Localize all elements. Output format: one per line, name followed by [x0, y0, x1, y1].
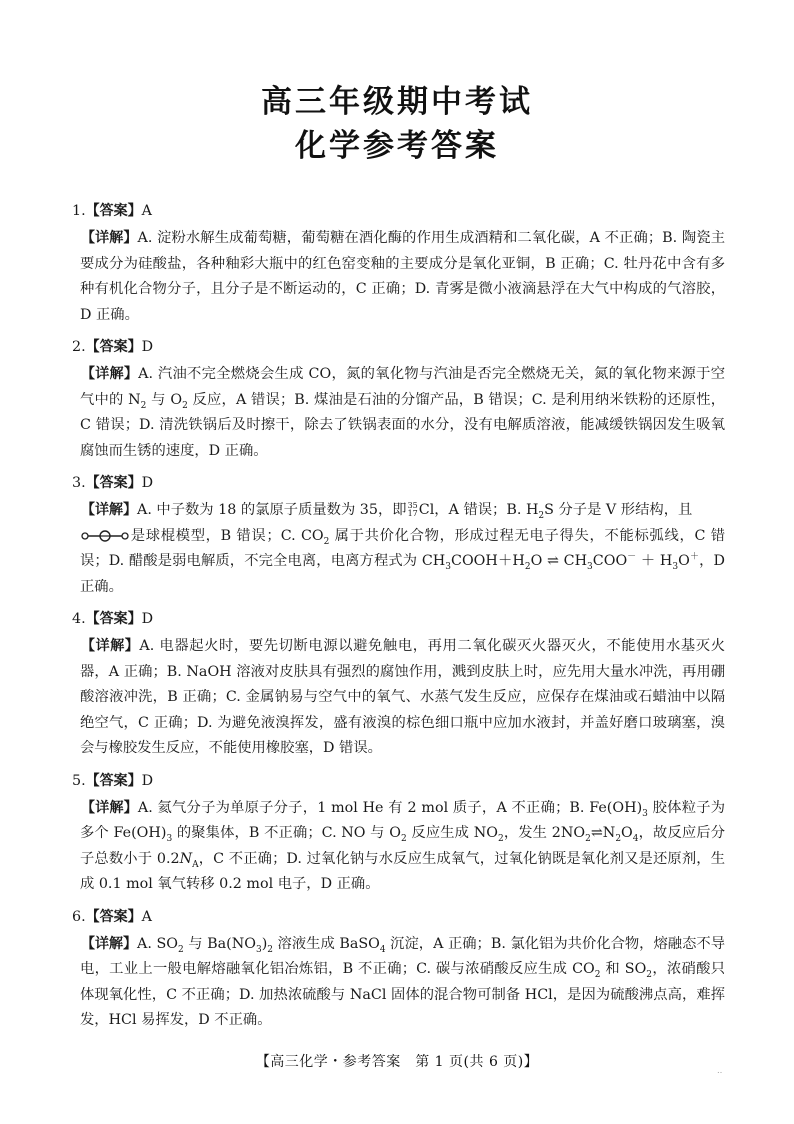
question-number: 1. [72, 203, 86, 219]
detail-label: 【详解】 [81, 935, 138, 952]
avogadro-symbol: N [179, 850, 193, 867]
subscript: 2 [182, 400, 188, 411]
detail-text: N [602, 825, 616, 841]
answer-value: A [141, 908, 152, 925]
detail-text: Cl，A 错误；B. H [418, 502, 539, 518]
subscript: 2 [615, 833, 622, 844]
subscript: 2 [585, 833, 591, 844]
detail-text: 和 SO [600, 961, 647, 977]
detail-label: 【详解】 [81, 366, 139, 382]
answer-label: 【答案】 [85, 908, 142, 925]
detail-text: 溶液生成 BaSO [273, 935, 380, 952]
detail-text: 胶体粒子为多个 Fe(OH) [80, 799, 726, 841]
detail-q4 [80, 634, 725, 762]
detail-label: 【详解】 [81, 502, 137, 518]
answer-label: 【答案】 [85, 611, 142, 627]
detail-label: 【详解】 [81, 638, 140, 654]
subscript: 2 [323, 536, 330, 547]
detail-text: ，发生 2NO [503, 825, 586, 841]
subscript: 3 [166, 833, 173, 844]
subscript: 2 [594, 969, 601, 980]
mass-number: 35 [407, 501, 418, 510]
subscript: 2 [524, 561, 531, 572]
question-number: 3. [72, 475, 86, 491]
subscript: 2 [538, 510, 545, 521]
detail-text: 的聚集体，B 不正确；C. NO 与 O [172, 825, 401, 841]
detail-text: 反应，A 错误；B. 煤油是石油的分馏产品，B 错误；C. 是利用纳米铁粉的还原性，C 错误；D. 清洗铁锅后及时擦干，除去了铁锅表面的水分，没有电解质溶液，能减缓铁锅因发生吸氧腐蚀而生锈的速度，D 正确。 [80, 391, 726, 459]
detail-label: 【详解】 [81, 799, 138, 816]
detail-text: 沉淀，A 正确；B. 氯化铝为共价化合物，熔融态不导电，工业上一般电解熔融氧化铝冶炼铝，B 不正确；C. 碳与浓硝酸反应生成 CO [80, 935, 725, 977]
answer-value: D [141, 339, 154, 355]
answer-line-q4 [72, 604, 725, 634]
answer-line-q5 [72, 766, 725, 796]
answer-label: 【答案】 [85, 339, 142, 355]
detail-text: CH [558, 553, 588, 569]
page-footer: 【高三化学・参考答案 第 1 页(共 6 页)】 [255, 1054, 539, 1070]
exam-title: 高三年级期中考试 [261, 84, 533, 120]
answer-line-q6 [72, 902, 725, 932]
detail-text: O [621, 825, 633, 841]
answer-value: D [141, 611, 154, 627]
detail-text: ，C 不正确；D. 过氧化钠与水反应生成氧气，过氧化钠既是氧化剂又是还原剂，生成 0.1 mol 氧气转移 0.2 mol 电子，D 正确。 [80, 850, 726, 892]
answer-line-q3 [72, 468, 725, 498]
detail-q5 [80, 796, 725, 898]
detail-text: COOH＋H [451, 553, 525, 569]
subscript: A [192, 859, 199, 870]
detail-q2 [80, 362, 725, 464]
subscript: 2 [401, 833, 407, 844]
detail-text: 属于共价化合物，形成过程无电子得失，不能标弧线，C 错误；D. 醋酸是弱电解质，不完全电离，电离方程式为 CH [80, 527, 725, 569]
equilibrium-arrow-icon: ⇌ [546, 553, 559, 569]
detail-text: ) [261, 935, 268, 952]
answers-list [72, 196, 726, 1038]
answer-value: D [141, 475, 154, 491]
detail-q3 [80, 498, 725, 600]
detail-text: S 分子是 V 形结构，且 [544, 502, 693, 518]
answer-line-q1 [72, 196, 725, 226]
question-number: 6. [72, 908, 86, 925]
detail-label: 【详解】 [81, 230, 138, 246]
subscript: 2 [646, 969, 653, 980]
detail-text: COO [592, 553, 628, 569]
equilibrium-arrow-icon: ⇌ [590, 825, 603, 841]
detail-text: A. 电器起火时，要先切断电源以避免触电，再用二氧化碳灭火器灭火，不能使用水基灭火器，A 正确；B. NaOH 溶液对皮肤具有强烈的腐蚀作用，溅到皮肤上时，应先用大量水冲洗，再用硼酸溶液冲洗，B 正确；C. 金属钠易与空气中的氧气、水蒸气发生反应，应保存在煤油或石蜡油中以隔绝空气，C 正确；D. 为避免液溴挥发，盛有液溴的棕色细口瓶中应加水液封，并盖好磨口玻璃塞，溴会与橡胶发生反应，不能使用橡胶塞，D 错误。 [80, 638, 726, 756]
question-number: 5. [72, 772, 86, 789]
detail-text: ，浓硝酸只体现氧化性，C 不正确；D. 加热浓硫酸与 NaCl 固体的混合物可制备 HCl，是因为硫酸沸点高，难挥发，HCl 易挥发，D 不正确。 [80, 961, 725, 1028]
subscript: 3 [672, 561, 679, 572]
subscript: 3 [587, 561, 593, 572]
question-number: 4. [72, 611, 86, 627]
detail-text: ＋ H [636, 553, 673, 569]
detail-text: O [678, 553, 690, 569]
question-number: 2. [72, 339, 86, 355]
detail-text: A. 淀粉水解生成葡萄糖，葡萄糖在酒化酶的作用生成酒精和二氧化碳，A 不正确；B. 陶瓷主要成分为硅酸盐，各种釉彩大瓶中的红色窑变釉的主要成分是氧化亚铜，B 正确；C. 牡丹花中含有多种有机化合物分子，且分子是不断运动的，C 正确；D. 青雾是微小液滴悬浮在大气中构成的气溶胶，D 正确。 [80, 230, 726, 323]
answer-value: D [141, 772, 154, 789]
detail-text: A. SO [137, 935, 178, 952]
detail-text: ，故反应后分子总数小于 0.2 [80, 825, 726, 867]
detail-q1 [80, 226, 725, 328]
subscript: 4 [379, 944, 386, 955]
subscript: 4 [632, 833, 639, 844]
ball-stick-model-icon [80, 530, 130, 542]
detail-q6 [80, 932, 725, 1034]
subscript: 2 [140, 400, 147, 411]
superscript: － [627, 552, 637, 563]
subscript: 3 [445, 561, 451, 572]
detail-text: 是球棍模型，B 错误；C. CO [130, 527, 324, 544]
document-subtitle: 化学参考答案 [295, 128, 499, 164]
answer-label: 【答案】 [85, 203, 142, 219]
page-corner-mark: ‥ [717, 1066, 723, 1075]
detail-text: A. 中子数为 18 的氯原子质量数为 35，即 [137, 502, 407, 518]
detail-text: A. 汽油不完全燃烧会生成 CO，氮的氧化物与汽油是否完全燃烧无关，氮的氧化物来源于空气中的 N [80, 366, 725, 408]
superscript: ＋ [689, 552, 700, 563]
subscript: 3 [255, 944, 262, 955]
atomic-number: 17 [407, 509, 418, 518]
detail-text: O [530, 553, 547, 569]
subscript: 2 [267, 944, 273, 955]
subscript: 2 [497, 833, 504, 844]
title-block [0, 80, 794, 168]
answer-label: 【答案】 [85, 475, 142, 491]
detail-text: ，D 正确。 [80, 553, 726, 595]
subscript: 3 [642, 808, 648, 819]
answer-line-q2 [72, 332, 725, 362]
isotope-notation [407, 502, 418, 518]
subscript: 2 [177, 944, 184, 955]
detail-text: 反应生成 NO [406, 825, 498, 841]
detail-text: 与 O [146, 391, 183, 408]
answer-value: A [141, 203, 152, 219]
detail-text: 与 Ba(NO [183, 935, 256, 952]
answer-label: 【答案】 [85, 772, 142, 789]
detail-text: A. 氦气分子为单原子分子，1 mol He 有 2 mol 质子，A 不正确；B. Fe(OH) [137, 799, 643, 816]
